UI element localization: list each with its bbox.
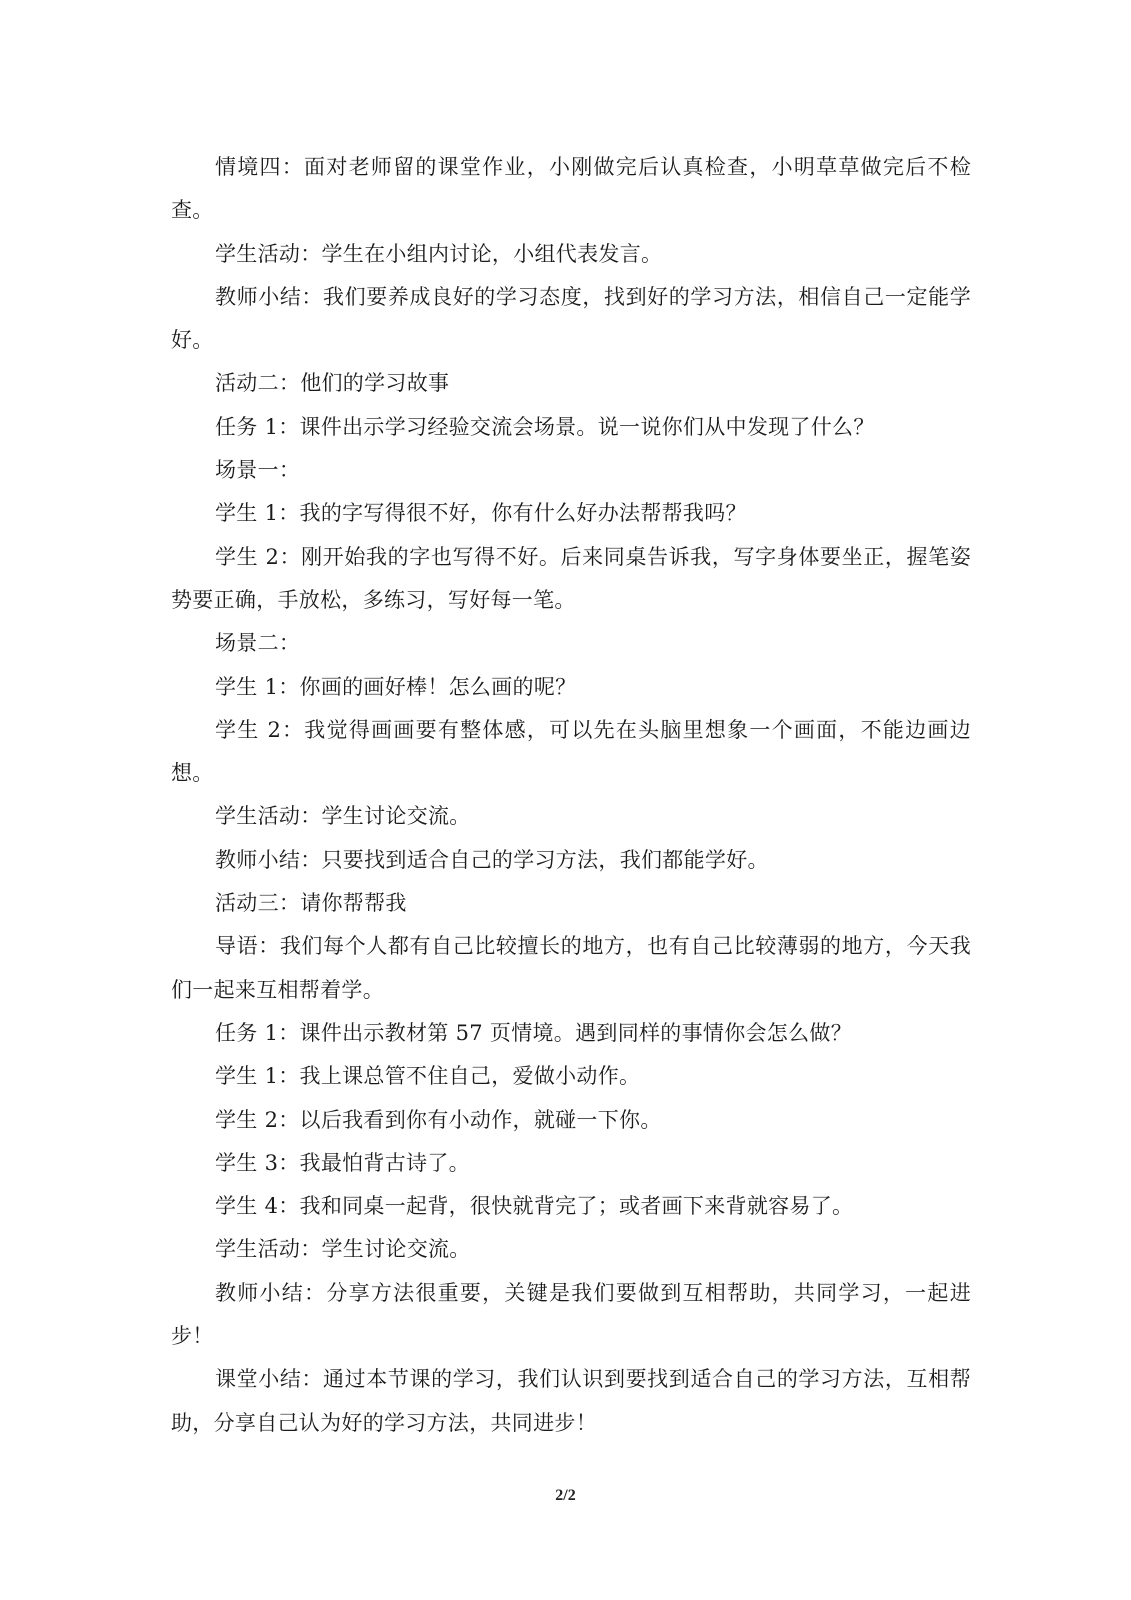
paragraph-scene-one-student-2: 学生 2：刚开始我的字也写得不好。后来同桌告诉我，写字身体要坐正，握笔姿势要正确，手放松，多练习，写好每一笔。 — [171, 544, 971, 612]
paragraph-scene-two-student-1: 学生 1：你画的画好棒！怎么画的呢？ — [215, 674, 577, 699]
paragraph-scenario-four: 情境四：面对老师留的课堂作业，小刚做完后认真检查，小明草草做完后不检查。 — [171, 155, 971, 223]
paragraph-activity-two-heading: 活动二：他们的学习故事 — [215, 371, 450, 396]
paragraph-teacher-summary-2: 教师小结：只要找到适合自己的学习方法，我们都能学好。 — [215, 847, 769, 872]
paragraph-class-summary: 课堂小结：通过本节课的学习，我们认识到要找到适合自己的学习方法，互相帮助，分享自己认为好的学习方法，共同进步！ — [171, 1367, 971, 1435]
document-body — [171, 146, 971, 1445]
paragraph-student-activity-2: 学生活动：学生讨论交流。 — [215, 804, 471, 829]
paragraph-task-1b: 任务 1：课件出示教材第 57 页情境。遇到同样的事情你会怎么做？ — [215, 1020, 853, 1045]
paragraph-scene-one-heading: 场景一： — [215, 458, 301, 483]
paragraph-activity-three-heading: 活动三：请你帮帮我 — [215, 891, 407, 916]
paragraph-scene-two-heading: 场景二： — [215, 631, 301, 656]
paragraph-activity-three-student-2: 学生 2：以后我看到你有小动作，就碰一下你。 — [215, 1107, 662, 1132]
paragraph-teacher-summary-1: 教师小结：我们要养成良好的学习态度，找到好的学习方法，相信自己一定能学好。 — [171, 284, 971, 353]
paragraph-scene-two-student-2: 学生 2：我觉得画画要有整体感，可以先在头脑里想象一个画面，不能边画边想。 — [171, 717, 971, 786]
page-number: 2/2 — [555, 1487, 576, 1504]
paragraph-activity-three-student-1: 学生 1：我上课总管不住自己，爱做小动作。 — [215, 1064, 641, 1089]
paragraph-scene-one-student-1: 学生 1：我的字写得很不好，你有什么好办法帮帮我吗？ — [215, 501, 747, 526]
paragraph-student-activity-3: 学生活动：学生讨论交流。 — [215, 1237, 471, 1262]
paragraph-teacher-summary-3: 教师小结：分享方法很重要，关键是我们要做到互相帮助，共同学习，一起进步！ — [171, 1280, 971, 1349]
paragraph-task-1a: 任务 1：课件出示学习经验交流会场景。说一说你们从中发现了什么？ — [215, 414, 875, 439]
paragraph-student-activity-1: 学生活动：学生在小组内讨论，小组代表发言。 — [215, 241, 663, 266]
paragraph-activity-three-student-3: 学生 3：我最怕背古诗了。 — [215, 1150, 470, 1175]
paragraph-activity-three-student-4: 学生 4：我和同桌一起背，很快就背完了；或者画下来背就容易了。 — [215, 1194, 854, 1219]
paragraph-introduction: 导语：我们每个人都有自己比较擅长的地方，也有自己比较薄弱的地方，今天我们一起来互相帮着学。 — [171, 934, 971, 1002]
